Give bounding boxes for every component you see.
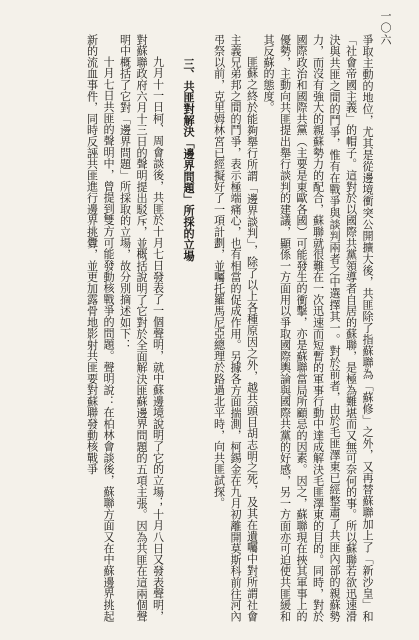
page-body (19, 34, 375, 622)
paragraph-2: 匪蘇之終於能夠舉行所謂「邊界談判」，除了以上各種原因之外，越共頭目胡志明之死，及其在遺囑中對所謂社會主義兄弟邦之間的鬥爭，表示極端痛心，也有相當的促成作用。另據各方面揣測，柯錫金在九月初離開莫斯科前往河內弔祭以前，克里姆林宮已經擬好了一項計劃，並囑托羅馬尼亞總理於路過北平時，向共匪試探。 (212, 34, 259, 622)
paragraph-4: 十月七日共匪的聲明中，曾提到雙方可能發動核戰爭的問題。聲明說：在柏林會談後，蘇聯方面又在中蘇邊界挑起新的流血事件，同時反誣共匪進行邊界挑釁，並更加露骨地影射共匪要對蘇聯發動核戰爭 (85, 34, 115, 622)
paragraph-3: 九月十一日柯、周會談後，共匪於十月七日發表了一個聲明，就中蘇邊境說明了它的立場；十月八日又發表聲明，對蘇聯政府六月十三日的聲明提出駁斥，並概括說明了它對於全面解決匪蘇邊界問題的五項主張。因為共匪在這兩個聲明中概括了它對「邊界問題」所採取的立場，故分別摘述如下： (118, 34, 165, 622)
section-heading: 三、共匪對解決「邊界問題」所採的立場 (182, 58, 195, 262)
page-number: 一〇六 (379, 10, 392, 46)
paragraph-1: 爭取主動的地位，尤其是從邊境衝突公開擴大後，共匪除了指蘇聯為「蘇修」之外，又再替蘇聯加上了「新沙皇」和「社會帝國主義」的帽子。這對於以國際共黨領導者自居的蘇聯，是極為難堪而又無可奈何的事。所以蘇聯若欲迅速滑決與共匪之間的鬥爭，惟有在戰爭與談判兩者之中選擇其一。對於前者，由於毛匪澤東已經整肅了共匪內部的親蘇勢力，而沒有強大的親蘇勢力的配合，蘇聯就很難在一次迅速而短暫的軍事行動中達成解決毛匪澤東的目的。同時，對於國際政治和國際共黨（主要是東歐各國）可能發生的衝擊，亦是蘇聯當局所顧忌的因素。因之，蘇聯現在挾其軍事上的優勢，主動向共匪提出舉行談判的建議，顯係一方面用以爭取國際輿論與國際共黨的好感，另一方面亦可迫使共匪緩和其反蘇的態度。 (262, 34, 374, 622)
